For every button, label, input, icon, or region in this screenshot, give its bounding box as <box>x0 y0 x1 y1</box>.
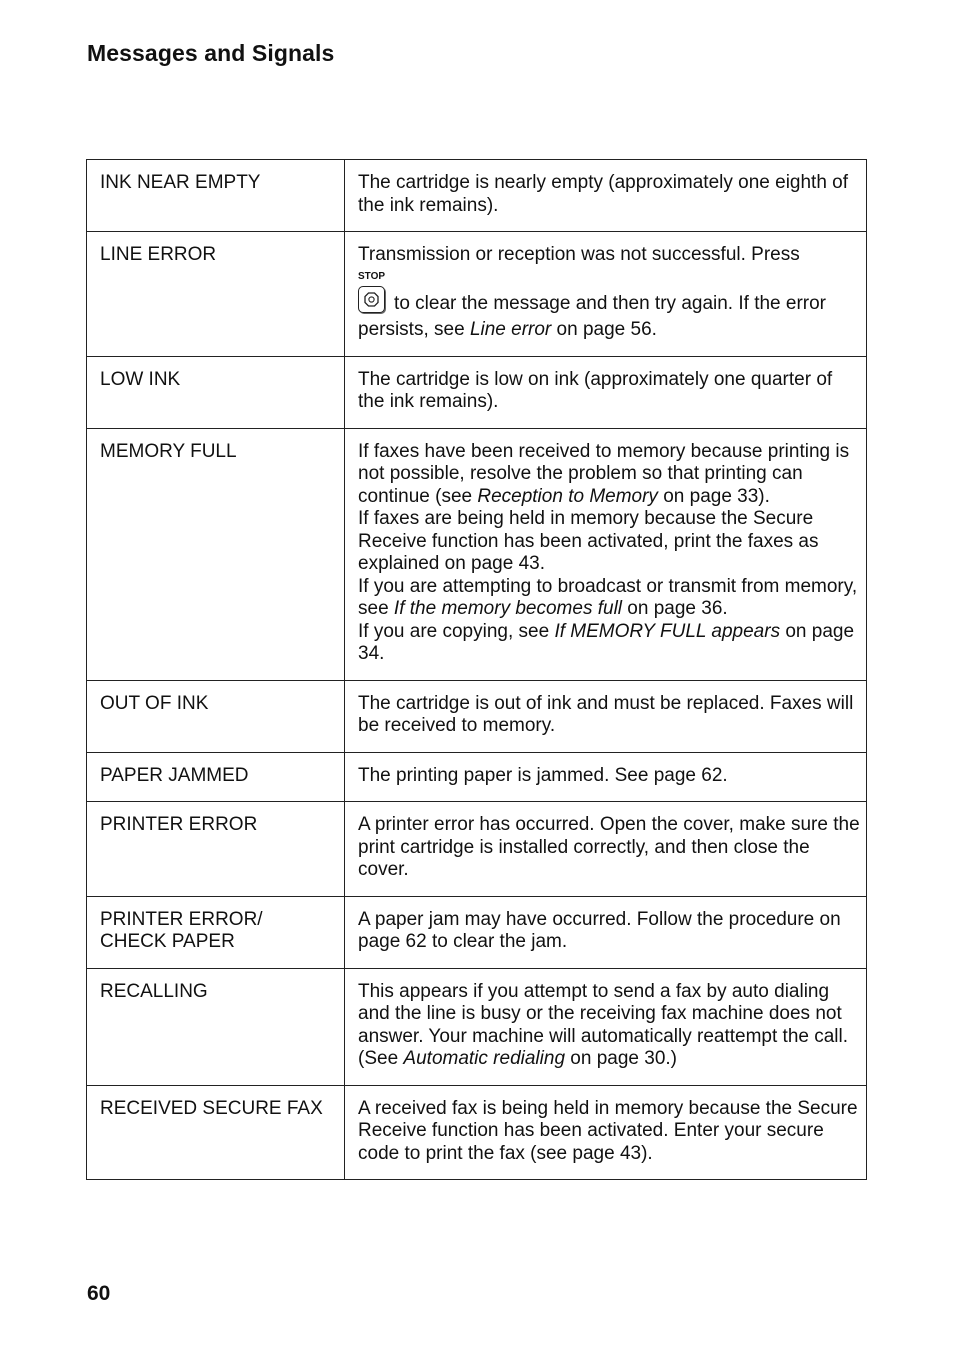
message-description <box>345 232 867 357</box>
table-row <box>87 1085 867 1180</box>
message-code: PRINTER ERROR/ CHECK PAPER <box>87 896 345 968</box>
message-description <box>345 896 867 968</box>
messages-table-body <box>87 160 867 1180</box>
description-paragraph: This appears if you attempt to send a fax by auto dialing and the line is busy or the receiving fax machine does not answer. Your machine will automatically reattempt the call. (See Automatic redialing on page 30.) <box>358 980 849 1069</box>
description-paragraph: A paper jam may have occurred. Follow the procedure on page 62 to clear the jam. <box>358 908 841 952</box>
description-paragraph: If you are copying, see If MEMORY FULL appears on page 34. <box>358 620 855 664</box>
page-title: Messages and Signals <box>87 40 335 66</box>
description-paragraph: Transmission or reception was not successful. Press STOP to clear the message and then try again. If the error persists, see Line error on page 56. <box>358 244 827 340</box>
message-description <box>345 752 867 802</box>
description-paragraph: The printing paper is jammed. See page 62. <box>358 764 728 786</box>
stop-octagon-icon <box>358 286 385 313</box>
message-code: OUT OF INK <box>87 680 345 752</box>
message-code: RECEIVED SECURE FAX <box>87 1085 345 1180</box>
message-code: PRINTER ERROR <box>87 802 345 897</box>
description-paragraph: The cartridge is nearly empty (approximately one eighth of the ink remains). <box>358 172 849 216</box>
description-paragraph: If you are attempting to broadcast or transmit from memory, see If the memory becomes full on page 36. <box>358 575 858 619</box>
message-description <box>345 428 867 680</box>
message-description <box>345 160 867 232</box>
table-row <box>87 968 867 1085</box>
table-row <box>87 160 867 232</box>
stop-key <box>358 271 385 320</box>
message-code: INK NEAR EMPTY <box>87 160 345 232</box>
messages-table <box>86 159 867 1180</box>
table-row <box>87 802 867 897</box>
table-row <box>87 752 867 802</box>
message-description <box>345 1085 867 1180</box>
message-description <box>345 968 867 1085</box>
message-description <box>345 356 867 428</box>
message-code: MEMORY FULL <box>87 428 345 680</box>
message-code: PAPER JAMMED <box>87 752 345 802</box>
message-description <box>345 802 867 897</box>
table-row <box>87 232 867 357</box>
description-paragraph: The cartridge is low on ink (approximately one quarter of the ink remains). <box>358 368 833 412</box>
table-row <box>87 356 867 428</box>
description-paragraph: The cartridge is out of ink and must be replaced. Faxes will be received to memory. <box>358 692 854 736</box>
message-description <box>345 680 867 752</box>
description-paragraph: If faxes have been received to memory because printing is not possible, resolve the problem so that printing can continue (see Reception to Memory on page 33). <box>358 440 850 507</box>
description-paragraph: If faxes are being held in memory because the Secure Receive function has been activated, print the faxes as explained on page 43. <box>358 508 819 574</box>
description-paragraph: A received fax is being held in memory because the Secure Receive function has been activated. Enter your secure code to print the fax (see page 43). <box>358 1097 858 1164</box>
stop-key-label: STOP <box>358 270 386 282</box>
table-row <box>87 896 867 968</box>
table-row <box>87 680 867 752</box>
message-code: LOW INK <box>87 356 345 428</box>
message-code: LINE ERROR <box>87 232 345 357</box>
description-paragraph: A printer error has occurred. Open the cover, make sure the print cartridge is installed correctly, and then close the cover. <box>358 814 860 880</box>
message-code: RECALLING <box>87 968 345 1085</box>
table-row <box>87 428 867 680</box>
page-number: 60 <box>87 1282 111 1305</box>
